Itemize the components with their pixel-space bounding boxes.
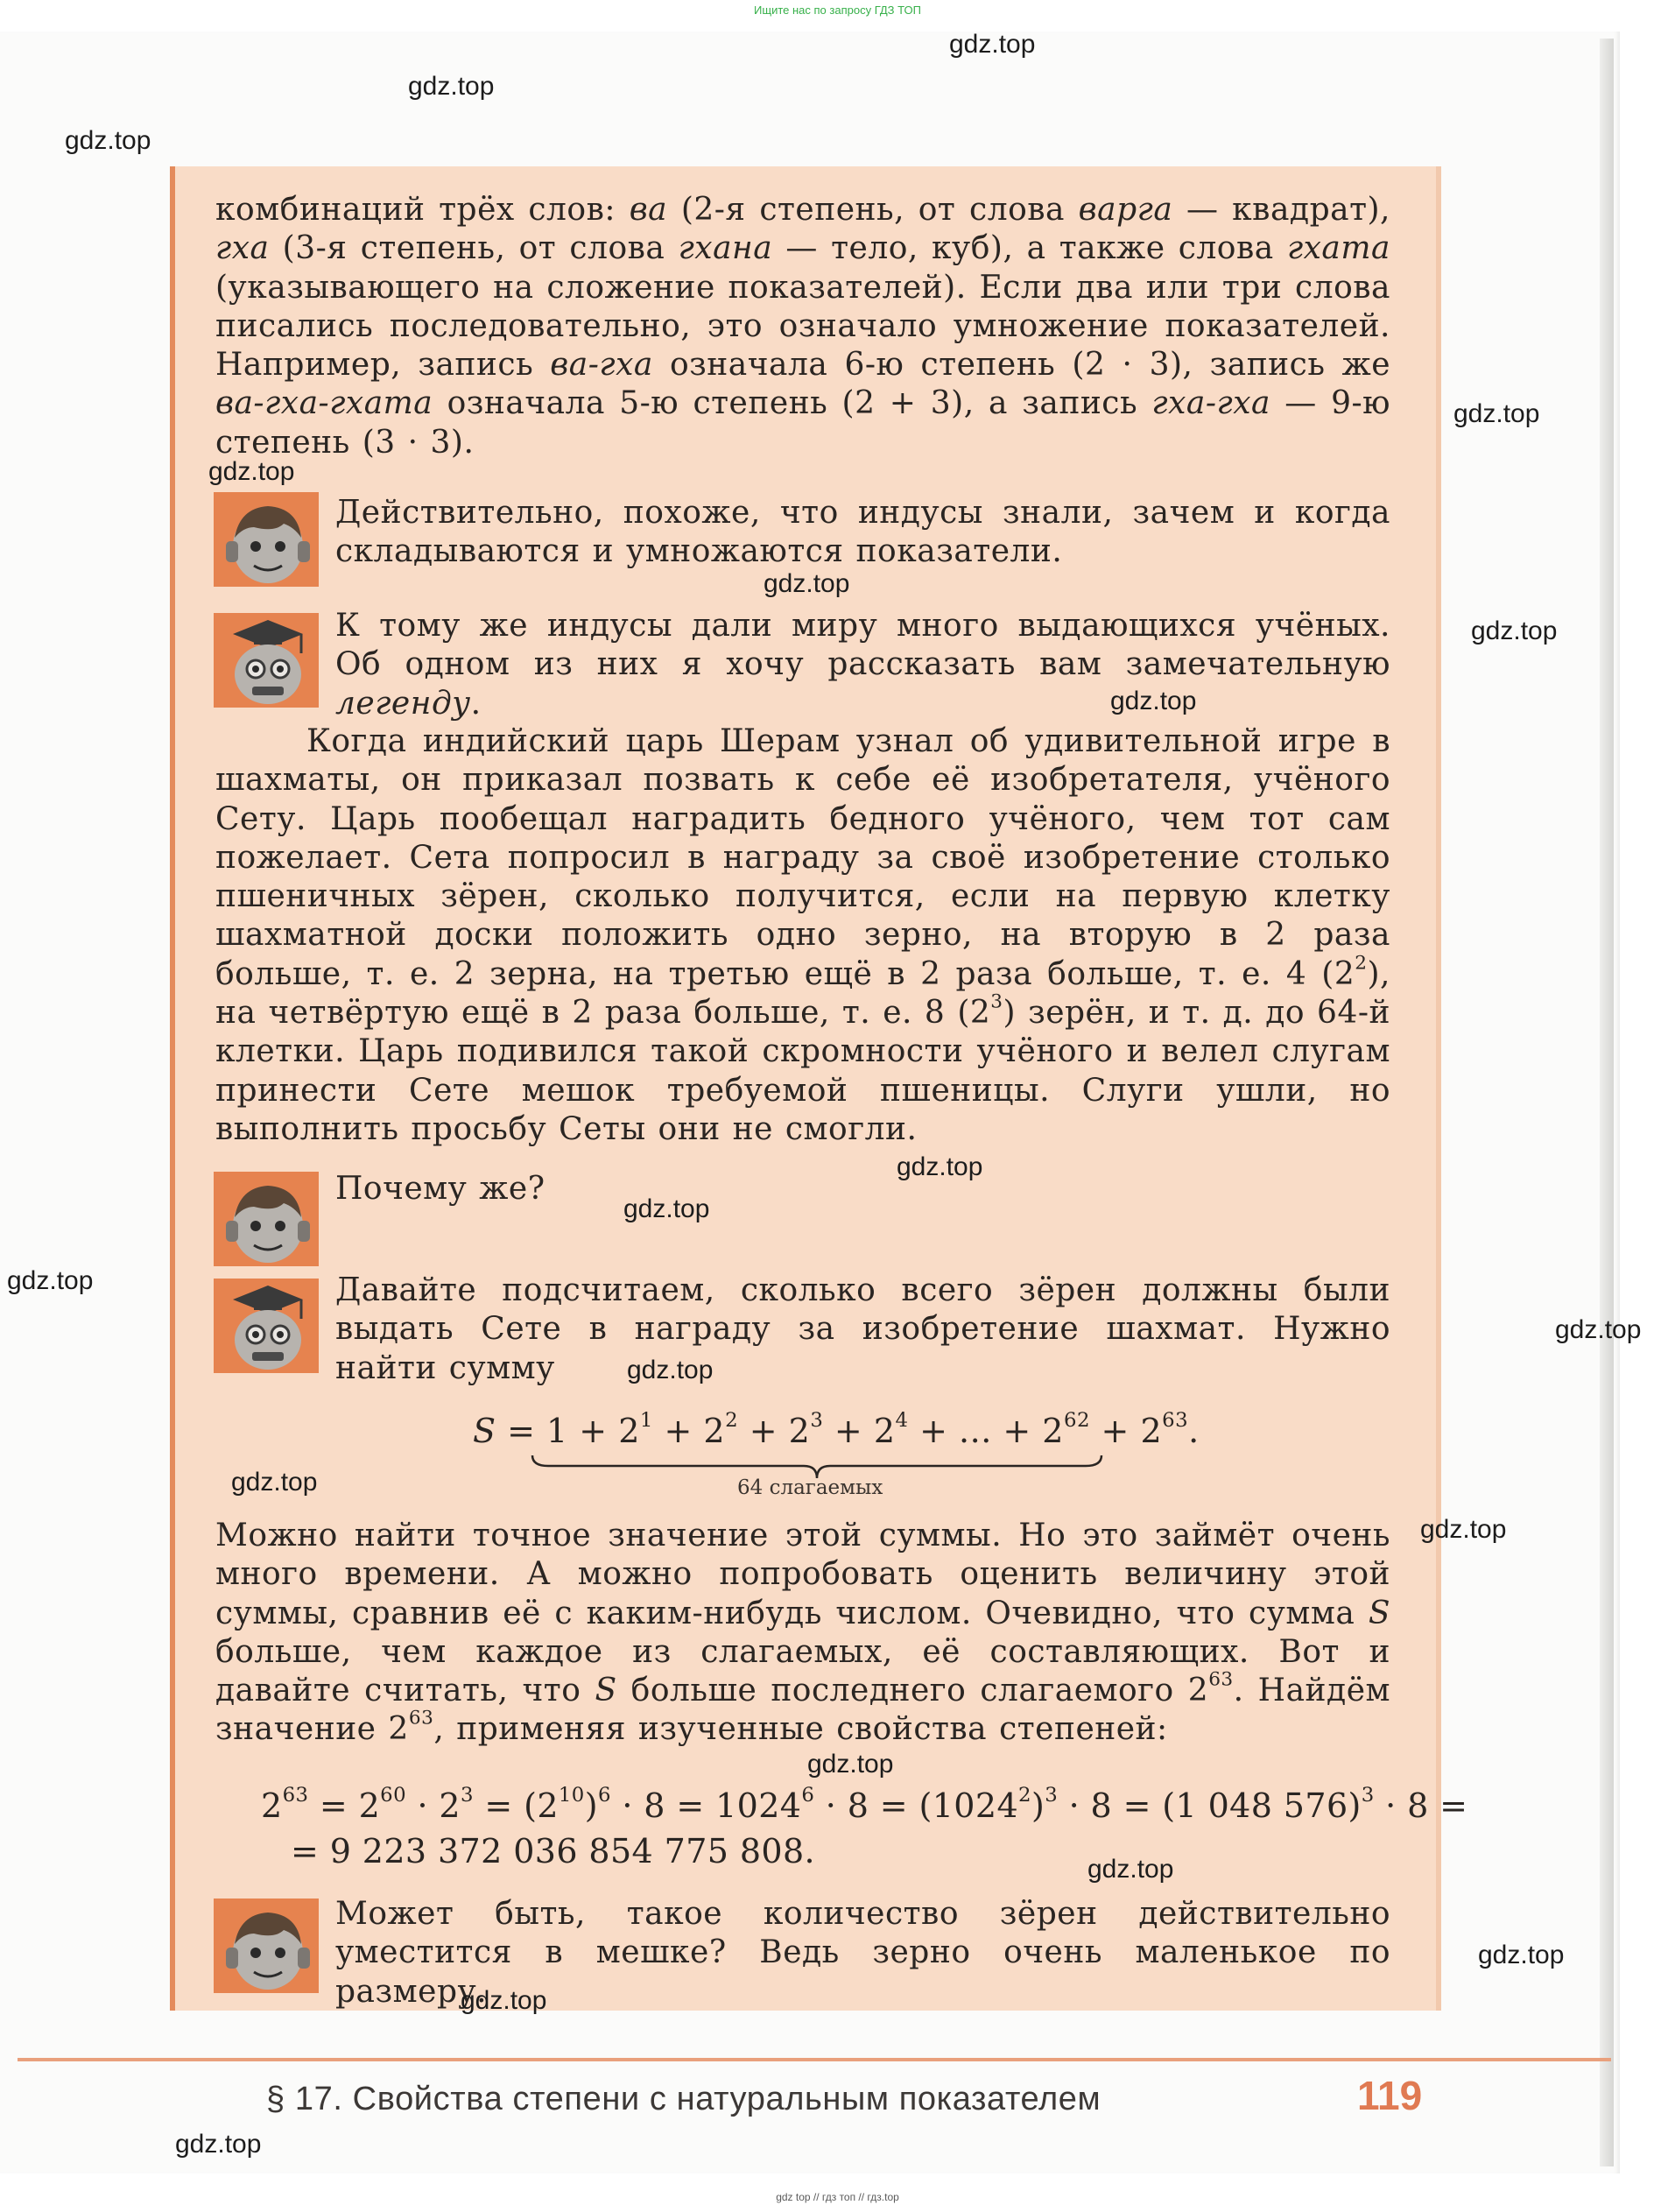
watermark: gdz.top (1555, 1315, 1642, 1344)
robot-girl-icon (214, 1172, 319, 1266)
sum-formula: $S = 1 + 2^1 + 2^2 + 2^3 + 2^4$ + ... + $2^{62} + 2^{63}$. (473, 1408, 1200, 1450)
power-calculation-line-1: $2^{63} = 2^{60} \cdot 2^3 = (2^{10})^6 \cdot 8 = 1024^6 \cdot 8 = (1024^2)^3 \cdot 8 = (1$ 048 576)$^3$ · 8 = (261, 1783, 1468, 1825)
underbrace-label: 64 слагаемых (737, 1476, 883, 1499)
watermark: gdz.top (627, 1356, 714, 1384)
dialogue-girl-2: Почему же? (335, 1171, 545, 1207)
robot-professor-icon (214, 1279, 319, 1373)
watermark: gdz.top (1420, 1515, 1507, 1544)
robot-professor-avatar-2 (214, 1279, 319, 1373)
dialogue-professor-2: Давайте подсчитаем, сколько всего зёрен должны были выдать Сете в награду за изобретение шахмат. Нужно найти сумму (335, 1272, 1390, 1386)
robot-girl-avatar-3 (214, 1899, 319, 1993)
watermark: gdz.top (897, 1152, 983, 1181)
page-number: 119 (1357, 2073, 1423, 2118)
section-title: § 17. Свойства степени с натуральным показателем (266, 2081, 1101, 2117)
watermark: gdz.top (208, 457, 295, 486)
dialogue-girl-3: Может быть, такое количество зёрен действительно уместится в мешке? Ведь зерно очень маленькое по размеру. (335, 1896, 1390, 2010)
power-calculation-line-2: = 9 223 372 036 854 775 808. (291, 1832, 816, 1870)
robot-girl-icon (214, 492, 319, 587)
watermark: gdz.top (1471, 616, 1558, 645)
paragraph-exponent-words: комбинаций трёх слов: ва (2-я степень, от слова варга — квадрат), гха (3-я степень, от слова гхана — тело, куб), а также слова гхата (указывающего на сложение показателей). Если два или три слова писались последовательно, это означало умножение показателей. Например, запись ва-гха означала 6-ю степень (2 · 3), запись же ва-гха-гхата означала 5-ю степень (2 + 3), а запись гха-гха — 9-ю степень (3 · 3). (215, 192, 1391, 461)
robot-girl-avatar-1 (214, 492, 319, 587)
watermark: gdz.top (461, 1986, 547, 2015)
watermark: gdz.top (231, 1468, 318, 1497)
watermark: gdz.top (408, 72, 495, 101)
watermark: gdz.top (175, 2130, 262, 2159)
watermark: gdz.top (764, 569, 850, 598)
watermark: gdz.top (623, 1194, 710, 1223)
panel-right-rule (1436, 166, 1441, 2011)
dialogue-girl-1: Действительно, похоже, что индусы знали, зачем и когда складываются и умножаются показатели. (335, 495, 1390, 570)
watermark: gdz.top (1453, 399, 1540, 428)
robot-girl-icon (214, 1899, 319, 1993)
bottom-credit[interactable]: gdz top // гдз топ // гдз.top (776, 2191, 899, 2203)
robot-professor-avatar-1 (214, 613, 319, 708)
paragraph-estimate: Можно найти точное значение этой суммы. Но это займёт очень много времени. А можно попробовать оценить величину этой суммы, сравнив её с каким-нибудь числом. Очевидно, что сумма S больше, чем каждое из слагаемых, её составляющих. Вот и давайте считать, что S больше последнего слагаемого $2^{63}$. Найдём значение $2^{63}$, применяя изученные свойства степеней: (215, 1518, 1390, 1748)
paragraph-legend: Когда индийский царь Шерам узнал об удивительной игре в шахматы, он приказал позвать к себе её изобретателя, учёного Сету. Царь пообещал наградить бедного учёного, чем тот сам пожелает. Сета попросил в награду за своё изобретение столько пшеничных зёрен, сколько получится, если на первую клетку шахматной доски положить одно зерно, на вторую в 2 раза больше, т. е. 2 зерна, на третью ещё в 2 раза больше, т. е. 4 $(2^2)$, на четвёртую ещё в 2 раза больше, т. е. 8 $(2^3)$ зерён, и т. д. до 64-й клетки. Царь подивился такой скромности учёного и велел слугам принести Сете мешок требуемой пшеницы. Слуги ушли, но выполнить просьбу Сеты они не смогли. (215, 723, 1391, 1147)
watermark: gdz.top (7, 1266, 94, 1295)
watermark: gdz.top (1478, 1941, 1565, 1969)
dialogue-professor-1: К тому же индусы дали миру много выдающихся учёных. Об одном из них я хочу рассказать вам замечательную легенду. (335, 608, 1390, 722)
watermark: gdz.top (65, 126, 151, 155)
watermark: gdz.top (949, 30, 1036, 59)
watermark: gdz.top (1087, 1855, 1174, 1884)
watermark: gdz.top (1110, 687, 1197, 715)
robot-girl-avatar-2 (214, 1172, 319, 1266)
robot-professor-icon (214, 613, 319, 708)
top-banner[interactable]: Ищите нас по запросу ГДЗ ТОП (754, 4, 921, 17)
watermark: gdz.top (807, 1750, 894, 1779)
footer-rule (18, 2058, 1611, 2061)
page-edge-shadow (1600, 39, 1614, 2166)
